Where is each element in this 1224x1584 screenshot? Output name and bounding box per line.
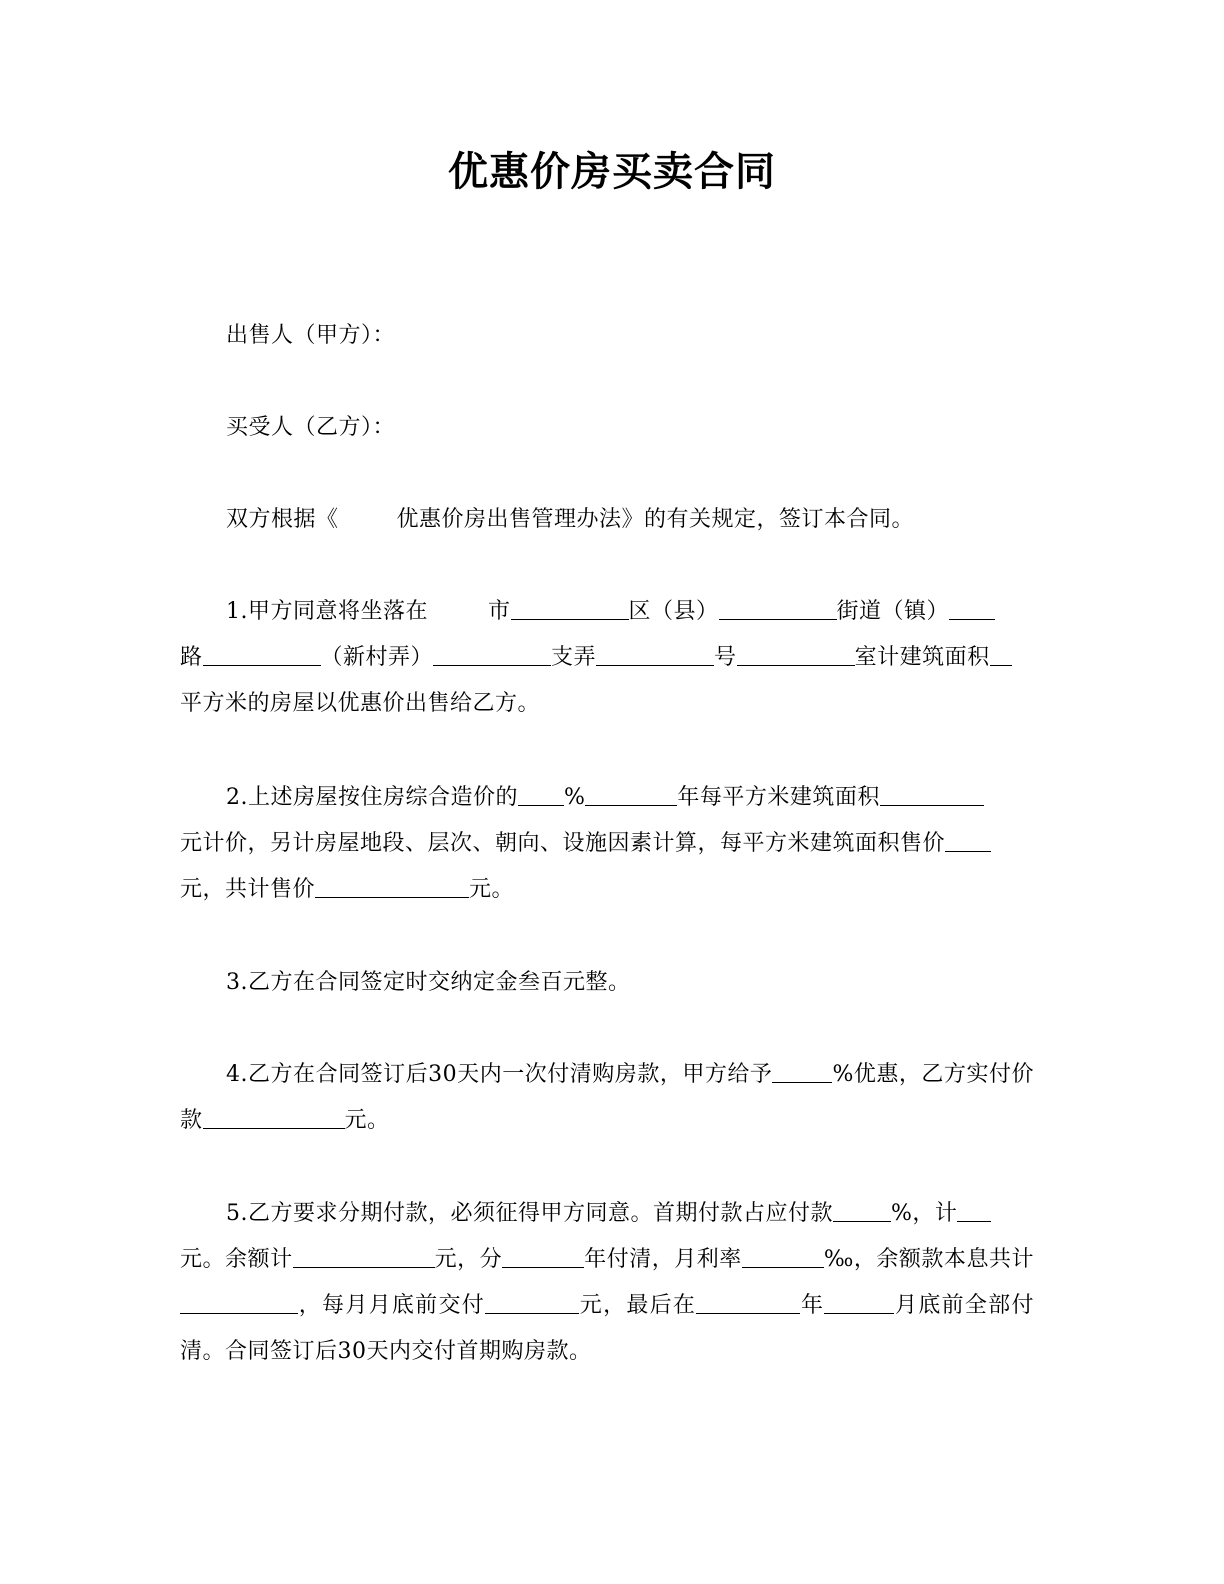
clause4-text-c: 元。	[344, 1108, 390, 1133]
blank-down-percent[interactable]	[833, 1197, 891, 1222]
blank-total-price[interactable]	[315, 873, 469, 898]
intro-part-a: 双方根据《	[226, 507, 339, 532]
clause3-text: 3.乙方在合同签定时交纳定金叁百元整。	[226, 970, 631, 995]
blank-alley[interactable]	[433, 641, 551, 666]
clause5-text-f: ‰，余额款本息共计	[823, 1247, 1034, 1272]
clause5-text-b: %，计	[891, 1201, 958, 1226]
blank-year[interactable]	[585, 781, 677, 806]
blank-percent[interactable]	[518, 781, 564, 806]
clause1-text-b: 市	[488, 599, 511, 624]
blank-monthly-payment[interactable]	[485, 1289, 579, 1314]
blank-road[interactable]	[949, 595, 995, 620]
clause5-text-a: 5.乙方要求分期付款，必须征得甲方同意。首期付款占应付款	[226, 1201, 833, 1226]
blank-street[interactable]	[719, 595, 837, 620]
blank-unit-cost[interactable]	[880, 781, 984, 806]
blank-number[interactable]	[737, 641, 855, 666]
clause-2	[180, 775, 1034, 913]
clause2-text-a: 2.上述房屋按住房综合造价的	[226, 785, 518, 810]
clause5-text-g: ，每月月底前交付	[298, 1293, 486, 1318]
clause-5	[180, 1191, 1034, 1375]
blank-final-month[interactable]	[824, 1289, 894, 1314]
intro-paragraph	[180, 497, 1034, 543]
buyer-label: 买受人（乙方）：	[226, 415, 396, 440]
clause2-text-b: %	[564, 785, 586, 810]
blank-total-with-interest[interactable]	[180, 1289, 298, 1314]
buyer-line	[180, 405, 1034, 451]
clause-4	[180, 1052, 1034, 1144]
blank-unit-price[interactable]	[945, 827, 991, 852]
clause2-text-f: 元。	[469, 877, 515, 902]
blank-years[interactable]	[502, 1243, 584, 1268]
clause1-text-j: 平方米的房屋以优惠价出售给乙方。	[180, 691, 541, 716]
blank-balance[interactable]	[293, 1243, 435, 1268]
clause1-text-i: 室计建筑面积	[854, 645, 990, 670]
clause2-text-e: 元，共计售价	[180, 877, 316, 902]
clause5-text-j: 月底前全部付清。合同签订后30天内交付首期购房款。	[180, 1293, 1034, 1364]
clause5-text-h: 元，最后在	[579, 1293, 697, 1318]
blank-down-amount[interactable]	[957, 1197, 991, 1222]
blank-road-2[interactable]	[203, 641, 321, 666]
clause1-text-d: 街道（镇）	[836, 599, 950, 624]
clause1-text-h: 号	[714, 645, 737, 670]
page-title: 优惠价房买卖合同	[448, 149, 776, 195]
blank-monthly-rate[interactable]	[742, 1243, 824, 1268]
clause5-text-d: 元，分	[434, 1247, 503, 1272]
clause2-text-c: 年每平方米建筑面积	[677, 785, 880, 810]
blank-discount[interactable]	[772, 1058, 832, 1083]
clause5-text-i: 年	[800, 1293, 825, 1318]
blank-district[interactable]	[511, 595, 629, 620]
seller-label: 出售人（甲方）：	[226, 323, 396, 348]
seller-line	[180, 313, 1034, 359]
clause1-text-c: 区（县）	[628, 599, 719, 624]
clause5-text-e: 年付清，月利率	[584, 1247, 742, 1272]
clause4-text-b: %优惠，乙方实付价款	[180, 1062, 1034, 1133]
clause1-text-f: （新村弄）	[320, 645, 434, 670]
clause5-text-c: 元。余额计	[180, 1247, 293, 1272]
clause1-text-g: 支弄	[551, 645, 597, 670]
blank-actual-payment[interactable]	[203, 1104, 345, 1129]
clause-1	[180, 589, 1034, 727]
clause2-text-d: 元计价，另计房屋地段、层次、朝向、设施因素计算，每平方米建筑面积售价	[180, 831, 946, 856]
blank-area[interactable]	[990, 641, 1012, 666]
clause-3	[180, 960, 1034, 1006]
blank-final-year[interactable]	[696, 1289, 800, 1314]
intro-part-b: 优惠价房出售管理办法》的有关规定，签订本合同。	[396, 507, 915, 532]
blank-lane[interactable]	[596, 641, 714, 666]
clause1-text-e: 路	[180, 645, 203, 670]
clause1-text-a: 1.甲方同意将坐落在	[226, 599, 428, 624]
clause4-text-a: 4.乙方在合同签订后30天内一次付清购房款，甲方给予	[226, 1062, 773, 1087]
